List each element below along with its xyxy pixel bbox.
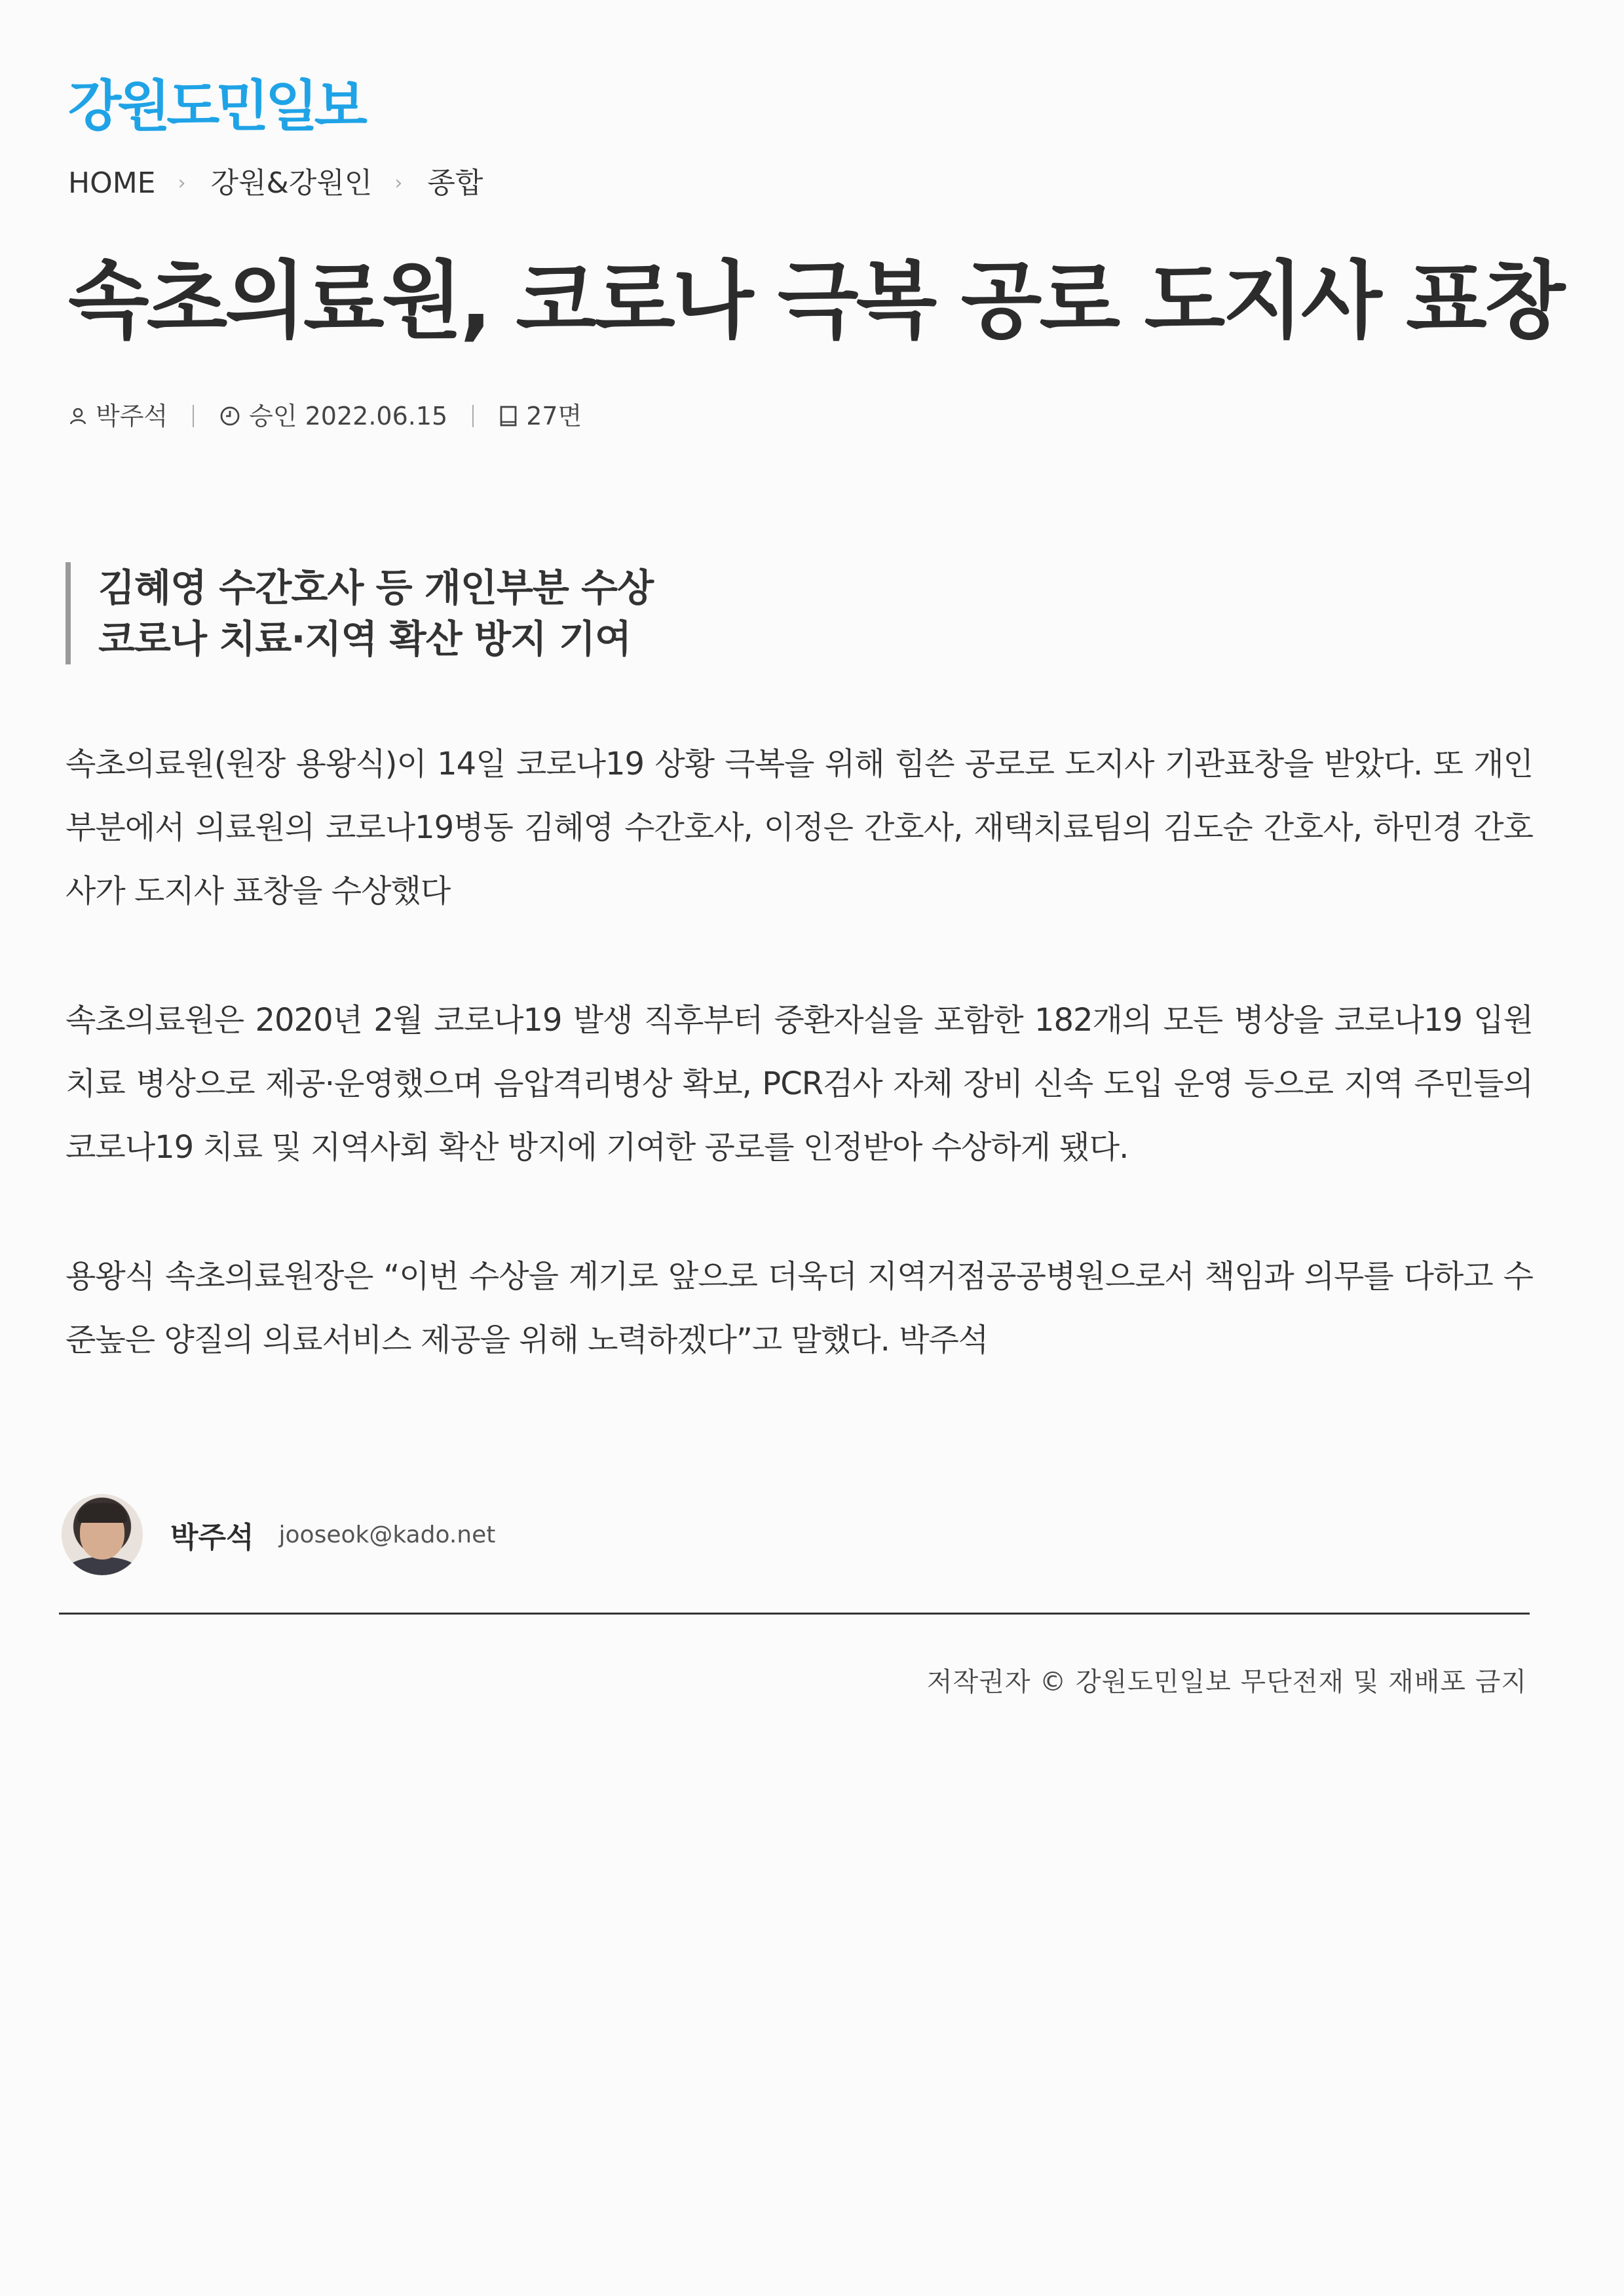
article-body bbox=[66, 733, 1533, 1438]
footer-divider bbox=[59, 1613, 1530, 1615]
chevron-right-icon: › bbox=[394, 172, 403, 195]
avatar-hair bbox=[77, 1503, 127, 1523]
article-paragraph: 속초의료원은 2020년 2월 코로나19 발생 직후부터 중환자실을 포함한 182개의 모든 병상을 코로나19 입원치료 병상으로 제공·운영했으며 음압격리병상 확보, PCR검사 자체 장비 신속 도입 운영 등으로 지역 주민들의 코로나19 치료 및 지역사회 확산 방지에 기여한 공로를 인정받아 수상하게 됐다. bbox=[66, 1002, 1533, 1166]
breadcrumb-category[interactable]: 종합 bbox=[427, 166, 483, 200]
author-name[interactable]: 박주석 bbox=[170, 1521, 254, 1554]
copyright-notice: 저작권자 © 강원도민일보 무단전재 및 재배포 금지 bbox=[926, 1667, 1527, 1697]
meta-approval bbox=[219, 396, 447, 436]
meta-page bbox=[499, 396, 582, 436]
breadcrumb-home[interactable]: HOME bbox=[68, 166, 156, 200]
subtitle-line: 코로나 치료·지역 확산 방지 기여 bbox=[98, 617, 632, 661]
page-icon bbox=[499, 405, 518, 427]
avatar bbox=[62, 1494, 143, 1575]
author-box bbox=[62, 1494, 495, 1575]
meta-author-name: 박주석 bbox=[96, 402, 168, 430]
subtitle-line: 김혜영 수간호사 등 개인부분 수상 bbox=[98, 565, 654, 610]
avatar-shirt bbox=[67, 1557, 138, 1575]
article-subtitle bbox=[66, 562, 1015, 664]
meta-divider bbox=[472, 405, 474, 427]
chevron-right-icon: › bbox=[178, 172, 186, 195]
article-meta bbox=[68, 396, 582, 436]
site-logo[interactable]: 강원도민일보 bbox=[68, 74, 364, 138]
meta-approval-date: 승인 2022.06.15 bbox=[249, 402, 448, 430]
meta-page-number: 27면 bbox=[526, 402, 582, 430]
breadcrumb bbox=[68, 164, 483, 203]
clock-icon bbox=[219, 405, 241, 427]
breadcrumb-section[interactable]: 강원&강원인 bbox=[210, 166, 373, 200]
meta-divider bbox=[193, 405, 194, 427]
author-email[interactable]: jooseok@kado.net bbox=[278, 1521, 496, 1548]
article-title: 속초의료원, 코로나 극복 공로 도지사 표창 bbox=[68, 252, 1563, 350]
article-paragraph: 속초의료원(원장 용왕식)이 14일 코로나19 상황 극복을 위해 힘쓴 공로로 도지사 기관표창을 받았다. 또 개인부분에서 의료원의 코로나19병동 김혜영 수간호사, 이정은 간호사, 재택치료팀의 김도순 간호사, 하민경 간호사가 도지사 표창을 수상했다 bbox=[66, 746, 1533, 909]
article-paragraph: 용왕식 속초의료원장은 “이번 수상을 계기로 앞으로 더욱더 지역거점공공병원으로서 책임과 의무를 다하고 수준높은 양질의 의료서비스 제공을 위해 노력하겠다”고 말했다. 박주석 bbox=[66, 1258, 1533, 1358]
person-icon bbox=[68, 406, 88, 426]
meta-author bbox=[68, 396, 168, 436]
